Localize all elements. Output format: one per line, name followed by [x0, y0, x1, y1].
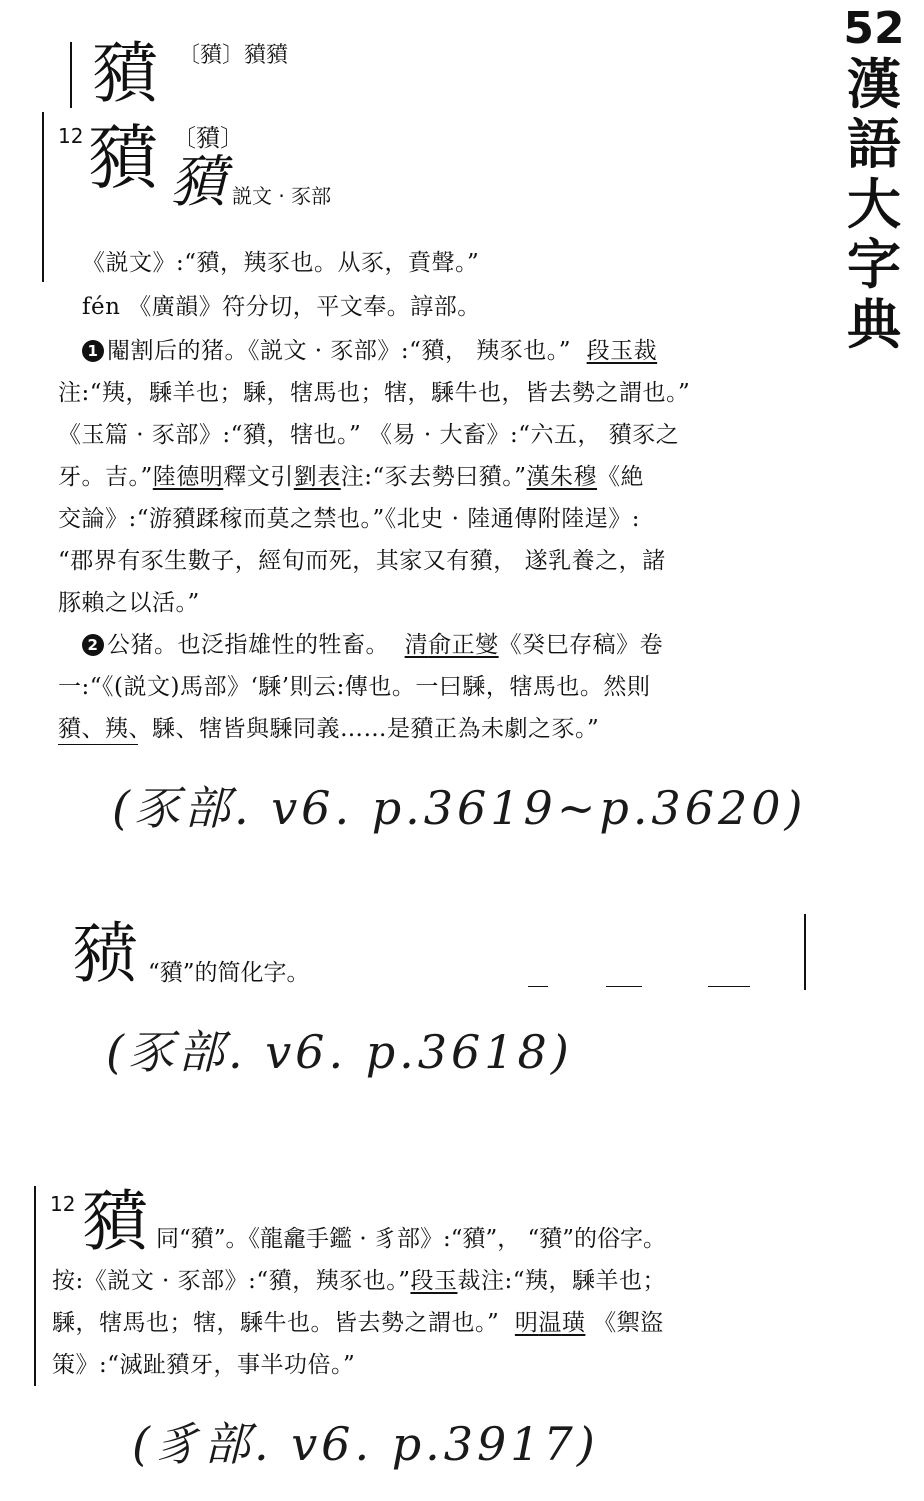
- underline-rule: [58, 744, 138, 745]
- dict-title-char-3: 大: [847, 172, 901, 236]
- entry4-stroke-number: 12: [50, 1192, 76, 1216]
- entry2-line-11: 一:“《(説文)馬部》‘騬’則云:傳也。一曰騬，犗馬也。然則: [58, 674, 651, 700]
- dynasty-name: 明: [514, 1310, 539, 1336]
- side-header: [828, 4, 920, 354]
- entry2-sense-2-line: [82, 626, 663, 659]
- entry2-handwritten-note: (豕部. v6. p.3619~p.3620): [112, 781, 807, 835]
- entry2-line-1: 《説文》:“豶，羠豕也。从豕，賁聲。”: [82, 250, 480, 276]
- entry2-sense-1-line: [82, 332, 657, 365]
- text-span: 《癸巳存稿》卷: [498, 632, 664, 658]
- person-name: 俞正燮: [428, 632, 499, 658]
- text-span: 《絶: [597, 464, 645, 490]
- entry2-line-2: fén 《廣韻》符分切，平文奉。諄部。: [82, 294, 481, 320]
- person-name: 段玉: [410, 1268, 458, 1294]
- entry4-margin-rule: [34, 1186, 36, 1386]
- entry3-headword: 豮: [72, 915, 138, 992]
- text-span: 牙。吉。”: [58, 464, 153, 490]
- entry2-headword: 豶: [88, 117, 158, 199]
- person-name: 朱穆: [550, 464, 598, 490]
- entry2-stroke-number: 12: [58, 124, 84, 148]
- text-span: 《禦盜: [585, 1310, 664, 1336]
- entry2-line-4: 注:“羠，騬羊也；騬，犗馬也；犗，騬牛也，皆去勢之謂也。”: [58, 380, 691, 406]
- entry2-line-9: 豚賴之以活。”: [58, 590, 200, 616]
- dash-rule: [708, 986, 750, 987]
- dash-rule: [528, 986, 548, 987]
- dash-rule: [606, 986, 642, 987]
- entry3-definition: “豶”的简化字。: [148, 960, 310, 986]
- text-span: 騬，犗馬也；犗，騬牛也。皆去勢之謂也。”: [52, 1310, 500, 1336]
- entry4-line-2: [52, 1262, 666, 1295]
- dynasty-name: 漢: [526, 464, 551, 490]
- entry2-line-7: 交論》:“游豶蹂稼而莫之禁也。”《北史 · 陸通傳附陸逞》:: [58, 506, 640, 532]
- person-name: 段玉裁: [586, 338, 658, 364]
- text-span: 釋文引: [223, 464, 294, 490]
- entry2-line-6: [58, 458, 644, 491]
- entry2-line-5: 《玉篇 · 豕部》:“豶，犗也。” 《易 · 大畜》:“六五， 豶豕之: [58, 422, 680, 448]
- entry3-handwritten-note: (豕部. v6. p.3618): [106, 1025, 573, 1079]
- entry4-headword: 豶: [82, 1183, 148, 1260]
- dict-title-char-5: 典: [847, 292, 901, 356]
- sense-1-text: 閹割后的猪。《説文 · 豕部》:“豶， 羠豕也。”: [107, 338, 572, 364]
- margin-rule: [70, 42, 72, 108]
- dict-title-char-1: 漢: [847, 52, 901, 116]
- person-name: 温: [538, 1310, 562, 1336]
- entry2-margin-rule: [42, 112, 44, 282]
- entry4-line-3: [52, 1304, 664, 1337]
- entry2-line-12: 豶、羠、騬、犗皆與騬同義……是豶正為未劇之豕。”: [58, 716, 600, 742]
- entry4-line-1: 同“豶”。《龍龕手鑑 · 豸部》:“豶”， “豶”的俗字。: [156, 1226, 667, 1252]
- text-span: 注:“豕去勢曰豶。”: [340, 464, 527, 490]
- page-number: 52: [843, 3, 905, 54]
- person-name: 璜: [561, 1310, 586, 1336]
- dict-title-char-2: 語: [847, 112, 901, 176]
- person-name: 陸德明: [152, 464, 224, 490]
- dict-title-char-4: 字: [847, 232, 901, 296]
- person-name: 劉表: [293, 464, 341, 490]
- dynasty-name: 清: [404, 632, 429, 658]
- entry2-line-8: “郡界有豕生數子，經旬而死，其家又有豶， 遂乳養之，諸: [58, 548, 666, 574]
- entry2-seal-source: 説文 · 豕部: [232, 184, 332, 208]
- text-span: 裁注:“羠，騬羊也；: [457, 1268, 666, 1294]
- sense-number-badge: 1: [82, 340, 104, 362]
- right-margin-rule: [804, 914, 806, 990]
- entry4-line-4: 策》:“滅趾豶牙，事半功倍。”: [52, 1352, 356, 1378]
- entry4-handwritten-note: (豸部. v6. p.3917): [132, 1417, 599, 1471]
- entry1-headword: 豶: [92, 35, 158, 112]
- entry2-seal-char: 豶: [170, 150, 226, 215]
- entry1-variants: 〔豶〕豶豶: [178, 43, 289, 68]
- sense-number-badge: 2: [82, 634, 104, 656]
- text-span: 按:《説文 · 豕部》:“豶，羠豕也。”: [52, 1268, 411, 1294]
- sense-2-text: 公猪。也泛指雄性的牲畜。: [107, 632, 389, 658]
- entry2-bracket: 〔豶〕: [172, 124, 244, 152]
